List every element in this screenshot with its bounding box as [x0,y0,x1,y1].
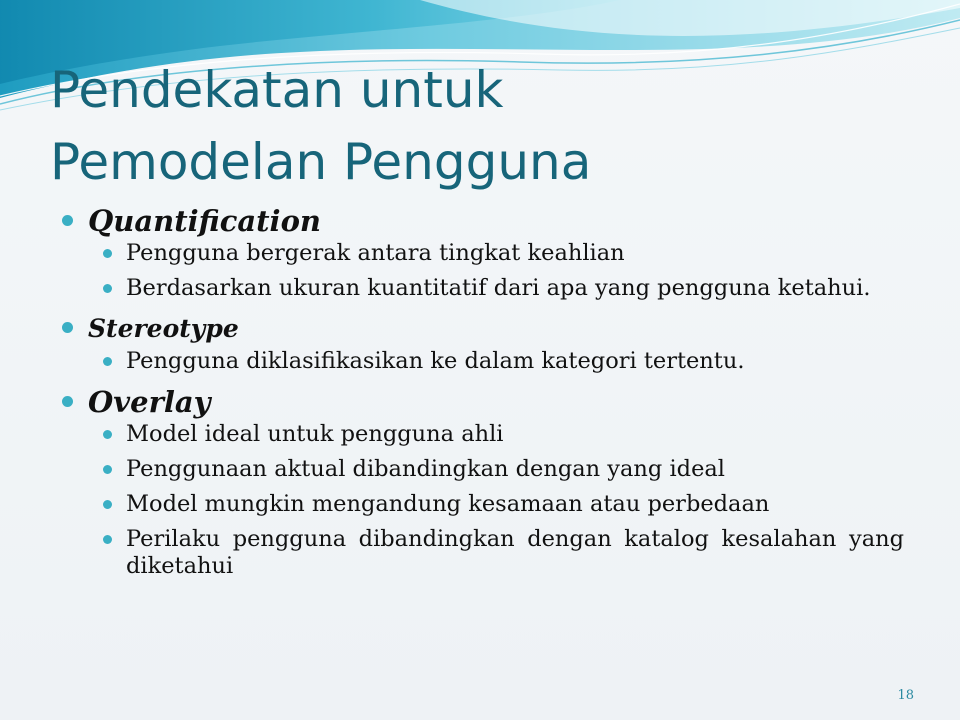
bullet-icon [103,284,112,293]
list-item [103,456,904,483]
list-item-text: Perilaku pengguna dibandingkan dengan katalog kesalahan yang diketahui [126,526,904,579]
slide-title-line-2: Pemodelan Pengguna [50,133,592,191]
section-heading-quantification [62,202,904,240]
section-items-overlay [62,421,904,580]
list-item-text: Model ideal untuk pengguna ahli [126,421,504,447]
list-item [103,240,904,267]
list-item-text: Model mungkin mengandung kesamaan atau perbedaan [126,491,770,517]
section-items-quantification [62,240,904,302]
list-item-text: Penggunaan aktual dibandingkan dengan yang ideal [126,456,725,482]
bullet-icon [103,357,112,366]
page-number: 18 [897,688,914,703]
section-heading-stereotype [62,310,904,348]
bullet-icon [62,396,73,407]
list-item [103,421,904,448]
bullet-icon [62,215,73,226]
bullet-icon [103,535,112,544]
list-item [103,275,904,302]
section-heading-overlay [62,383,904,421]
section-heading-text: Overlay [88,385,211,419]
bullet-icon [103,430,112,439]
bullet-icon [103,500,112,509]
list-item [103,491,904,518]
list-item-text: Berdasarkan ukuran kuantitatif dari apa yang pengguna ketahui. [126,275,871,301]
list-item [103,348,904,375]
slide-title-line-1: Pendekatan untuk [50,61,504,119]
bullet-icon [62,322,73,333]
bullet-icon [103,249,112,258]
slide-title [50,54,591,198]
list-item-text: Pengguna bergerak antara tingkat keahlian [126,240,625,266]
list-item [103,526,904,580]
slide-content [62,202,904,588]
section-items-stereotype [62,348,904,375]
section-heading-text: Stereotype [88,314,239,343]
list-item-text: Pengguna diklasifikasikan ke dalam kategori tertentu. [126,348,745,374]
section-heading-text: Quantification [88,204,322,238]
bullet-icon [103,465,112,474]
